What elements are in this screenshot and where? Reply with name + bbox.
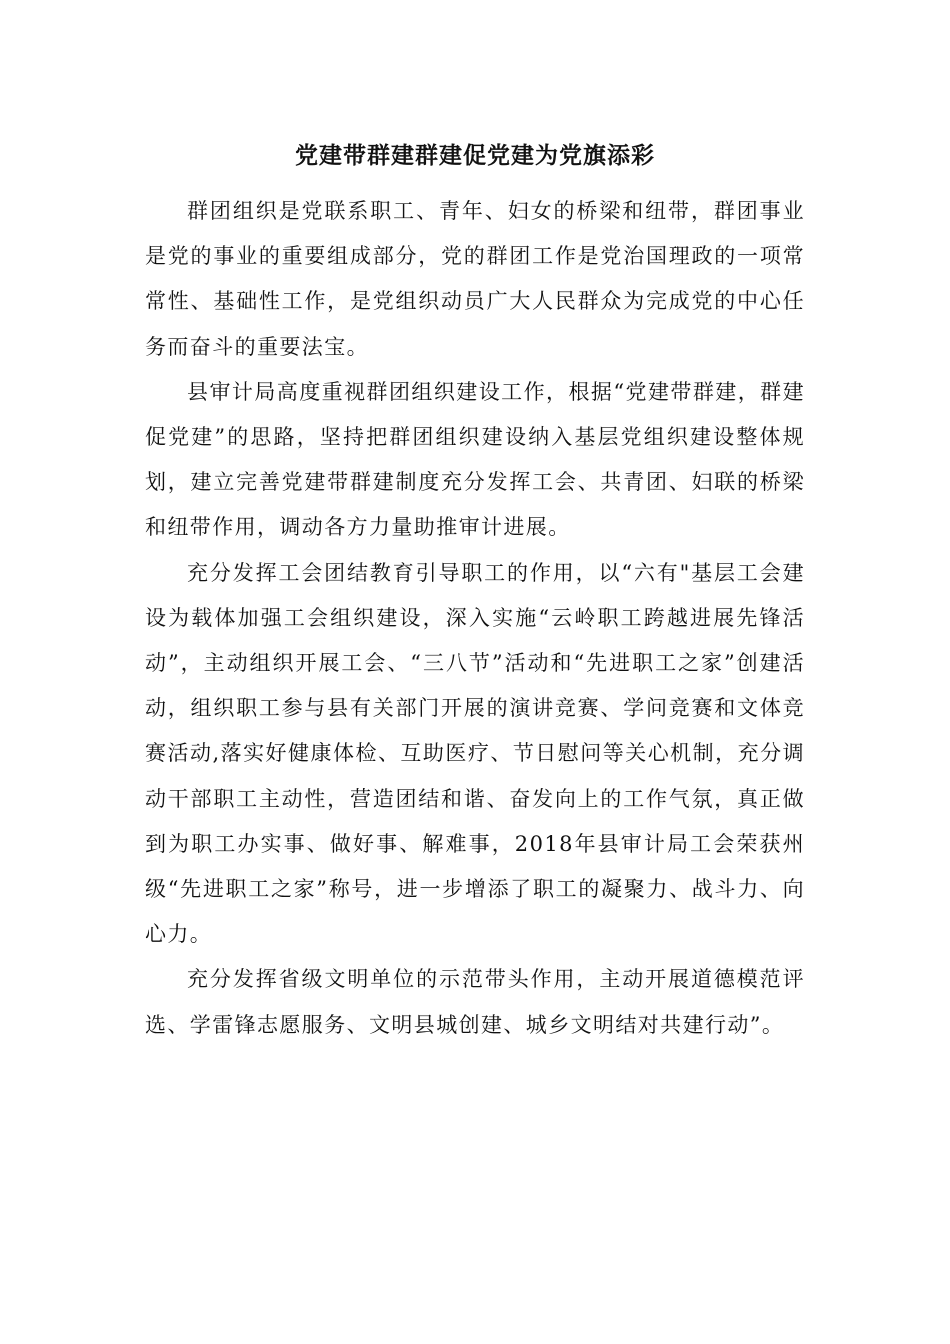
paragraph-2: 县审计局高度重视群团组织建设工作，根据“党建带群建，群建促党建”的思路，坚持把群团组织建设纳入基层党组织建设整体规划，建立完善党建带群建制度充分发挥工会、共青团、妇联的桥梁和纽带作用，调动各方力量助推审计进展。 — [145, 379, 805, 540]
paragraph-1: 群团组织是党联系职工、青年、妇女的桥梁和纽带，群团事业是党的事业的重要组成部分，党的群团工作是党治国理政的一项常常性、基础性工作，是党组织动员广大人民群众为完成党的中心任务而奋斗的重要法宝。 — [145, 199, 805, 359]
document-body — [145, 189, 805, 1048]
paragraph-4: 充分发挥省级文明单位的示范带头作用，主动开展道德模范评选、学雷锋志愿服务、文明县城创建、城乡文明结对共建行动”。 — [145, 967, 805, 1037]
paragraph-3: 充分发挥工会团结教育引导职工的作用，以“六有"基层工会建设为载体加强工会组织建设，深入实施“云岭职工跨越进展先锋活动”，主动组织开展工会、“三八节”活动和“先进职工之家”创建活动，组织职工参与县有关部门开展的演讲竞赛、学问竞赛和文体竞赛活动,落实好健康体检、互助医疗、节日慰问等关心机制，充分调动干部职工主动性，营造团结和谐、奋发向上的工作气氛，真正做到为职工办实事、做好事、解难事，2018年县审计局工会荣获州级“先进职工之家”称号，进一步增添了职工的凝聚力、战斗力、向心力。 — [145, 560, 805, 947]
document-title: 党建带群建群建促党建为党旗添彩 — [295, 142, 655, 169]
